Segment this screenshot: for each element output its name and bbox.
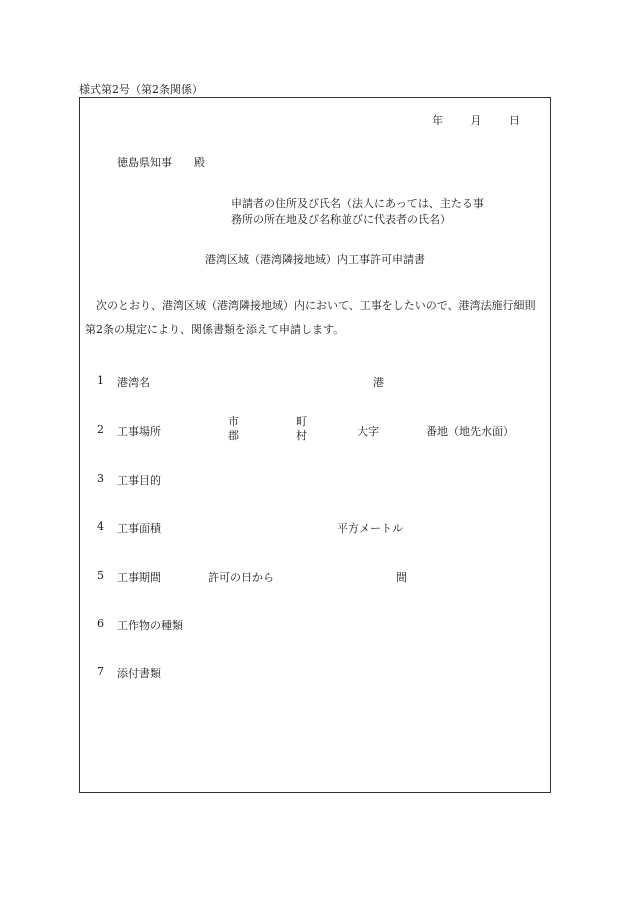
item-2-number: 2 xyxy=(97,423,104,436)
item-1-port-suffix: 港 xyxy=(373,376,384,389)
item-3-number: 3 xyxy=(97,472,104,485)
date-month: 月 xyxy=(470,114,482,127)
item-2-label: 工事場所 xyxy=(117,425,161,438)
item-2-town: 町 xyxy=(296,415,307,428)
item-2-county: 郡 xyxy=(228,429,239,442)
item-7-number: 7 xyxy=(97,665,104,678)
application-body-text: 次のとおり、港湾区域（港湾隣接地域）内において、工事をしたいので、港湾法施行細則第2条の規定により、関係書類を添えて申請します。 xyxy=(85,299,536,336)
form-number-label: 様式第2号（第2条関係） xyxy=(79,83,203,96)
item-2-city-county xyxy=(228,415,239,443)
item-2-banchi: 番地（地先水面） xyxy=(426,425,514,438)
item-6-number: 6 xyxy=(97,617,104,630)
item-2-village: 村 xyxy=(296,429,307,442)
item-4-unit: 平方メートル xyxy=(337,522,403,535)
date-year: 年 xyxy=(432,114,443,127)
addressee-name: 徳島県知事 xyxy=(117,156,172,169)
item-3-label: 工事目的 xyxy=(117,474,161,487)
item-7-label: 添付書類 xyxy=(117,667,161,680)
item-2-oaza: 大字 xyxy=(357,425,379,438)
item-2-town-village xyxy=(296,415,307,443)
applicant-info xyxy=(231,196,484,228)
addressee xyxy=(117,154,205,170)
date-line xyxy=(408,112,520,128)
addressee-honorific: 殿 xyxy=(194,156,205,169)
item-4-label: 工事面積 xyxy=(117,522,161,535)
item-5-number: 5 xyxy=(97,569,104,582)
item-2-city: 市 xyxy=(228,415,239,428)
item-6-label: 工作物の種類 xyxy=(117,619,183,632)
applicant-line-2: 務所の所在地及び名称並びに代表者の氏名） xyxy=(231,213,451,226)
application-form-frame xyxy=(79,97,551,793)
item-5-from: 許可の日から xyxy=(208,571,274,584)
item-5-period: 間 xyxy=(396,571,407,584)
item-5-label: 工事期間 xyxy=(117,571,161,584)
item-4-number: 4 xyxy=(97,520,104,533)
document-title: 港湾区域（港湾隣接地域）内工事許可申請書 xyxy=(205,253,425,266)
applicant-line-1: 申請者の住所及び氏名（法人にあっては、主たる事 xyxy=(231,197,484,210)
date-day: 日 xyxy=(509,114,520,127)
item-1-label: 港湾名 xyxy=(117,376,150,389)
item-1-number: 1 xyxy=(97,374,104,387)
